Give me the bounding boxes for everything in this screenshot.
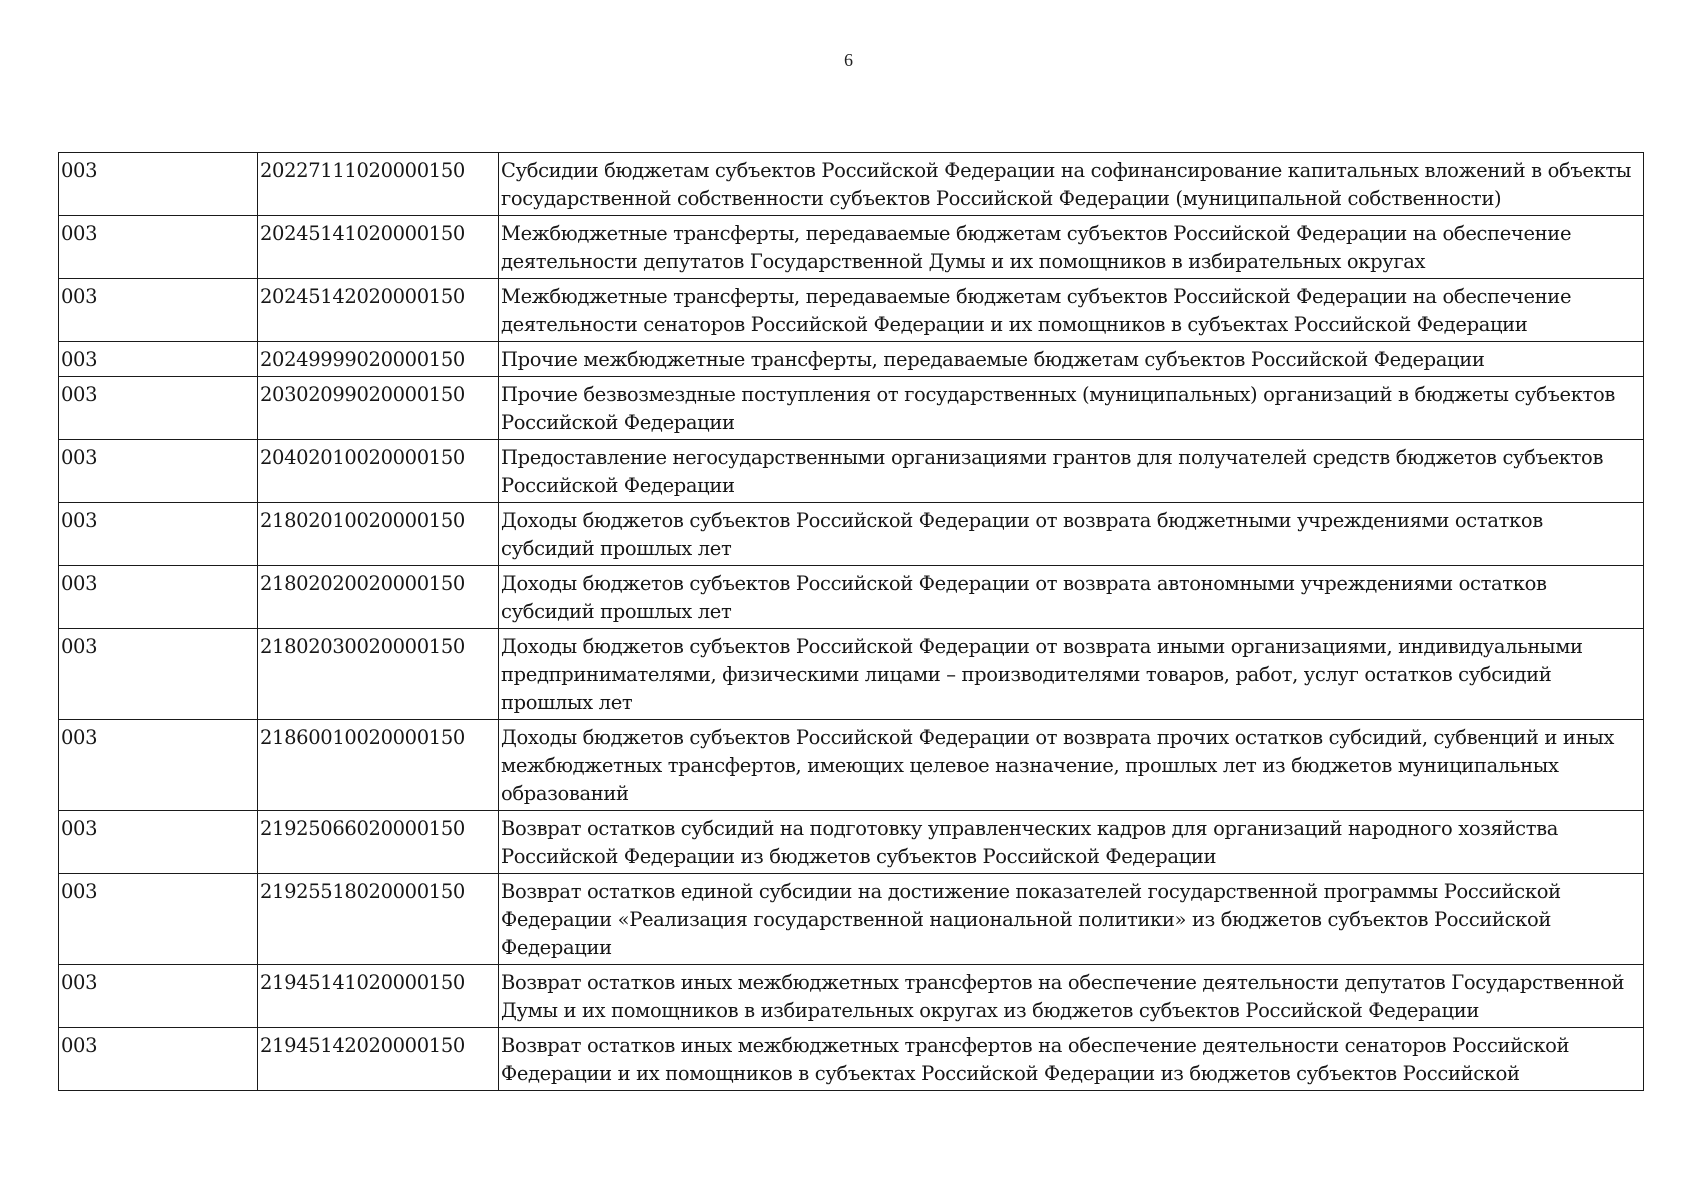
kbk-code-cell: 21860010020000150 <box>258 720 499 811</box>
table-row <box>59 965 1644 1028</box>
table-row <box>59 811 1644 874</box>
table-row <box>59 566 1644 629</box>
kbk-code-cell: 20227111020000150 <box>258 153 499 216</box>
kbk-code-cell: 21802030020000150 <box>258 629 499 720</box>
kbk-code-cell: 20302099020000150 <box>258 377 499 440</box>
income-name-cell: Межбюджетные трансферты, передаваемые бюджетам субъектов Российской Федерации на обеспечение деятельности сенаторов Российской Федерации и их помощников в субъектах Российской Федерации <box>499 279 1644 342</box>
admin-code-cell: 003 <box>59 440 258 503</box>
income-name-cell: Прочие межбюджетные трансферты, передаваемые бюджетам субъектов Российской Федерации <box>499 342 1644 377</box>
kbk-code-cell: 21945141020000150 <box>258 965 499 1028</box>
income-name-cell: Предоставление негосударственными организациями грантов для получателей средств бюджетов субъектов Российской Федерации <box>499 440 1644 503</box>
table-row <box>59 720 1644 811</box>
kbk-code-cell: 20402010020000150 <box>258 440 499 503</box>
kbk-code-cell: 20249999020000150 <box>258 342 499 377</box>
table-row <box>59 629 1644 720</box>
income-name-cell: Субсидии бюджетам субъектов Российской Федерации на софинансирование капитальных вложений в объекты государственной собственности субъектов Российской Федерации (муниципальной собственности) <box>499 153 1644 216</box>
table-row <box>59 377 1644 440</box>
income-name-cell: Межбюджетные трансферты, передаваемые бюджетам субъектов Российской Федерации на обеспечение деятельности депутатов Государственной Думы и их помощников в избирательных округах <box>499 216 1644 279</box>
kbk-code-cell: 21945142020000150 <box>258 1028 499 1091</box>
admin-code-cell: 003 <box>59 503 258 566</box>
income-name-cell: Возврат остатков единой субсидии на достижение показателей государственной программы Российской Федерации «Реализация государственной национальной политики» из бюджетов субъектов Российской Федерации <box>499 874 1644 965</box>
admin-code-cell: 003 <box>59 965 258 1028</box>
admin-code-cell: 003 <box>59 566 258 629</box>
admin-code-cell: 003 <box>59 342 258 377</box>
income-name-cell: Возврат остатков иных межбюджетных трансфертов на обеспечение деятельности сенаторов Российской Федерации и их помощников в субъектах Российской Федерации из бюджетов субъектов Российской <box>499 1028 1644 1091</box>
income-name-cell: Доходы бюджетов субъектов Российской Федерации от возврата автономными учреждениями остатков субсидий прошлых лет <box>499 566 1644 629</box>
table-row <box>59 1028 1644 1091</box>
income-name-cell: Доходы бюджетов субъектов Российской Федерации от возврата иными организациями, индивидуальными предпринимателями, физическими лицами – производителями товаров, работ, услуг остатков субсидий прошлых лет <box>499 629 1644 720</box>
table-row <box>59 279 1644 342</box>
income-name-cell: Доходы бюджетов субъектов Российской Федерации от возврата бюджетными учреждениями остатков субсидий прошлых лет <box>499 503 1644 566</box>
admin-code-cell: 003 <box>59 279 258 342</box>
admin-code-cell: 003 <box>59 874 258 965</box>
admin-code-cell: 003 <box>59 377 258 440</box>
kbk-code-cell: 21925518020000150 <box>258 874 499 965</box>
admin-code-cell: 003 <box>59 629 258 720</box>
table-row <box>59 503 1644 566</box>
admin-code-cell: 003 <box>59 811 258 874</box>
income-name-cell: Возврат остатков субсидий на подготовку управленческих кадров для организаций народного хозяйства Российской Федерации из бюджетов субъектов Российской Федерации <box>499 811 1644 874</box>
income-name-cell: Прочие безвозмездные поступления от государственных (муниципальных) организаций в бюджеты субъектов Российской Федерации <box>499 377 1644 440</box>
kbk-code-cell: 21925066020000150 <box>258 811 499 874</box>
budget-codes-table <box>58 152 1644 1091</box>
page-number: 6 <box>844 50 853 70</box>
table-row <box>59 216 1644 279</box>
table-row <box>59 874 1644 965</box>
admin-code-cell: 003 <box>59 153 258 216</box>
admin-code-cell: 003 <box>59 720 258 811</box>
table-row <box>59 440 1644 503</box>
table-row <box>59 153 1644 216</box>
admin-code-cell: 003 <box>59 1028 258 1091</box>
table-row <box>59 342 1644 377</box>
income-name-cell: Возврат остатков иных межбюджетных трансфертов на обеспечение деятельности депутатов Государственной Думы и их помощников в избирательных округах из бюджетов субъектов Российской Федерации <box>499 965 1644 1028</box>
kbk-code-cell: 20245142020000150 <box>258 279 499 342</box>
kbk-code-cell: 21802020020000150 <box>258 566 499 629</box>
kbk-code-cell: 21802010020000150 <box>258 503 499 566</box>
admin-code-cell: 003 <box>59 216 258 279</box>
income-name-cell: Доходы бюджетов субъектов Российской Федерации от возврата прочих остатков субсидий, субвенций и иных межбюджетных трансфертов, имеющих целевое назначение, прошлых лет из бюджетов муниципальных образований <box>499 720 1644 811</box>
kbk-code-cell: 20245141020000150 <box>258 216 499 279</box>
